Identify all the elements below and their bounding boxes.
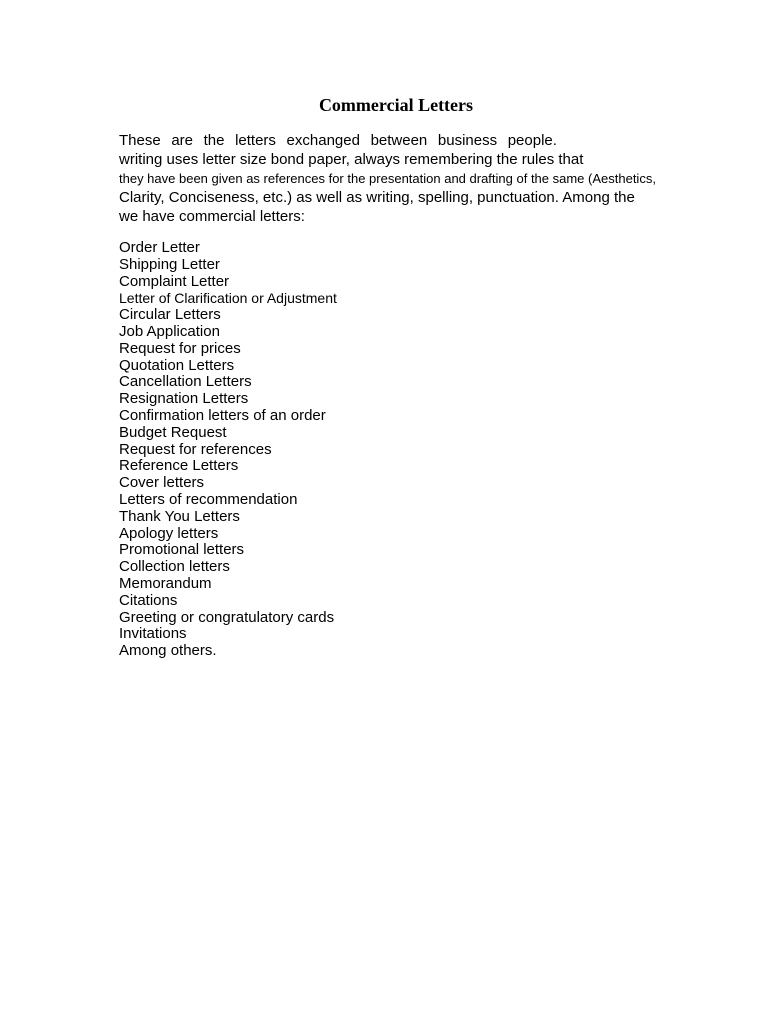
page-title: Commercial Letters bbox=[318, 95, 474, 115]
list-item: Budget Request bbox=[119, 423, 227, 441]
list-item: Apology letters bbox=[119, 524, 219, 542]
list-item: Letters of recommendation bbox=[119, 490, 298, 508]
intro-word: business bbox=[437, 132, 498, 149]
list-item: Complaint Letter bbox=[119, 272, 230, 290]
list-item: Request for references bbox=[119, 440, 272, 458]
intro-line-5: we have commercial letters: bbox=[119, 208, 305, 225]
list-item: Confirmation letters of an order bbox=[119, 406, 326, 424]
intro-word: the bbox=[203, 132, 225, 149]
intro-word: exchanged bbox=[286, 132, 360, 149]
intro-word: These bbox=[119, 132, 161, 149]
list-item: Thank You Letters bbox=[119, 507, 240, 525]
intro-word: people. bbox=[507, 132, 557, 149]
list-item: Among others. bbox=[119, 642, 217, 660]
list-item: Shipping Letter bbox=[119, 255, 220, 273]
list-item: Cover letters bbox=[119, 474, 205, 492]
list-item: Quotation Letters bbox=[119, 356, 235, 374]
list-item: Resignation Letters bbox=[119, 390, 249, 408]
list-item: Citations bbox=[119, 591, 178, 609]
intro-word: letters bbox=[235, 132, 276, 149]
intro-word: between bbox=[370, 132, 428, 149]
intro-line-1 bbox=[119, 131, 557, 150]
list-item: Memorandum bbox=[119, 574, 212, 592]
intro-line-2: writing uses letter size bond paper, always remembering the rules that bbox=[119, 151, 584, 168]
list-item: Job Application bbox=[119, 322, 220, 340]
list-item: Request for prices bbox=[119, 339, 241, 357]
list-item: Promotional letters bbox=[119, 541, 245, 559]
list-item: Invitations bbox=[119, 625, 187, 643]
intro-line-3: they have been given as references for the presentation and drafting of the same (Aesthetics, bbox=[119, 171, 656, 186]
list-item: Greeting or congratulatory cards bbox=[119, 608, 335, 626]
letter-types-list bbox=[119, 240, 337, 660]
list-item: Circular Letters bbox=[119, 306, 221, 324]
intro-line-4: Clarity, Conciseness, etc.) as well as writing, spelling, punctuation. Among the bbox=[119, 189, 635, 206]
list-item: Collection letters bbox=[119, 558, 230, 576]
list-item: Cancellation Letters bbox=[119, 373, 252, 391]
list-item: Letter of Clarification or Adjustment bbox=[119, 290, 337, 307]
intro-paragraph bbox=[119, 131, 719, 226]
list-item: Order Letter bbox=[119, 239, 200, 256]
intro-word: are bbox=[171, 132, 193, 149]
list-item: Reference Letters bbox=[119, 457, 239, 475]
